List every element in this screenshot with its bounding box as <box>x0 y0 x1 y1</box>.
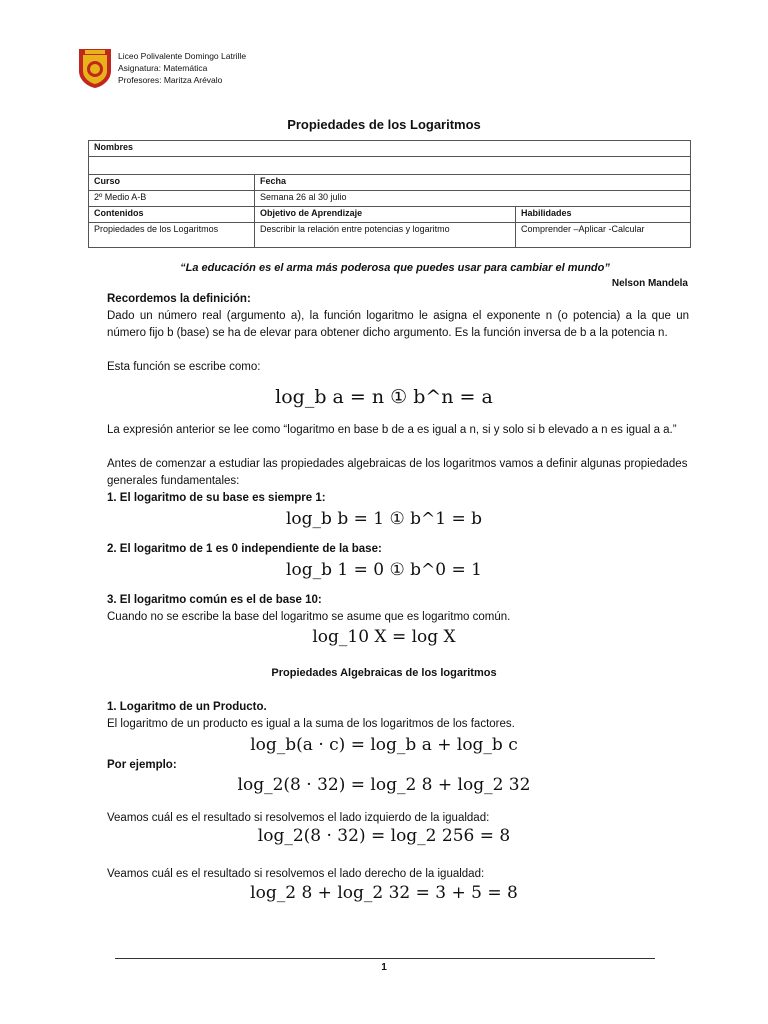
prop-1-title: 1. El logaritmo de su base es siempre 1: <box>107 492 326 504</box>
definition-heading: Recordemos la definición: <box>107 293 251 305</box>
school-name: Liceo Polivalente Domingo Latrille <box>118 51 247 61</box>
product-text: El logaritmo de un producto es igual a la suma de los logaritmos de los factores. <box>107 718 515 730</box>
left-side-text: Veamos cuál es el resultado si resolvemos el lado izquierdo de la igualdad: <box>107 812 490 824</box>
example-label: Por ejemplo: <box>107 759 177 771</box>
right-side-text: Veamos cuál es el resultado si resolvemos el lado derecho de la igualdad: <box>107 868 485 880</box>
prop-3-equation: log_10 X = log X <box>312 627 456 647</box>
student-info-table <box>88 140 691 248</box>
prop-3-title: 3. El logaritmo común es el de base 10: <box>107 594 322 606</box>
right-side-equation: log_2 8 + log_2 32 = 3 + 5 = 8 <box>250 883 518 903</box>
reading-paragraph: La expresión anterior se lee como “logaritmo en base b de a es igual a n, si y solo si b elevado a n es igual a a.” <box>107 424 677 436</box>
prop-3-text: Cuando no se escribe la base del logaritmo se asume que es logaritmo común. <box>107 611 511 623</box>
habilidades-value: Comprender –Aplicar -Calcular <box>516 223 691 248</box>
nombres-field[interactable] <box>89 157 691 175</box>
algebraic-section-title: Propiedades Algebraicas de los logaritmos <box>271 667 497 679</box>
quote: “La educación es el arma más poderosa que puedes usar para cambiar el mundo” <box>180 262 610 274</box>
teachers: Profesores: Maritza Arévalo <box>118 75 223 85</box>
prop-2-equation: log_b 1 = 0 ① b^0 = 1 <box>286 560 482 580</box>
prop-1-equation: log_b b = 1 ① b^1 = b <box>285 509 482 529</box>
nombres-label: Nombres <box>89 141 691 157</box>
product-title: 1. Logaritmo de un Producto. <box>107 701 267 713</box>
definition-equation: log_b a = n ① b^n = a <box>275 386 493 408</box>
objetivo-label: Objetivo de Aprendizaje <box>255 207 516 223</box>
habilidades-label: Habilidades <box>516 207 691 223</box>
objetivo-value: Describir la relación entre potencias y logaritmo <box>255 223 516 248</box>
quote-author: Nelson Mandela <box>611 278 688 289</box>
contenidos-value: Propiedades de los Logaritmos <box>89 223 255 248</box>
example-equation: log_2(8 · 32) = log_2 8 + log_2 32 <box>237 775 531 795</box>
page-number: 1 <box>381 962 387 973</box>
prop-2-title: 2. El logaritmo de 1 es 0 independiente de la base: <box>107 543 382 555</box>
fecha-label: Fecha <box>255 175 691 191</box>
footer-divider <box>115 958 655 959</box>
product-equation: log_b(a · c) = log_b a + log_b c <box>250 735 518 755</box>
curso-value: 2º Medio A-B <box>89 191 255 207</box>
curso-label: Curso <box>89 175 255 191</box>
contenidos-label: Contenidos <box>89 207 255 223</box>
school-logo <box>77 47 113 89</box>
page-title: Propiedades de los Logaritmos <box>287 117 481 132</box>
school-header <box>118 50 246 86</box>
definition-paragraph: Dado un número real (argumento a), la función logaritmo le asigna el exponente n (o potencia) a la que un número fijo b (base) se ha de elevar para obtener dicho argumento. Es la función inversa de b a la potencia n. <box>107 310 689 339</box>
function-written-as: Esta función se escribe como: <box>107 361 261 373</box>
left-side-equation: log_2(8 · 32) = log_2 256 = 8 <box>257 826 511 846</box>
subject: Asignatura: Matemática <box>118 63 208 73</box>
pre-properties-paragraph: Antes de comenzar a estudiar las propiedades algebraicas de los logaritmos vamos a definir algunas propiedades generales fundamentales: <box>107 458 688 487</box>
fecha-value: Semana 26 al 30 julio <box>255 191 691 207</box>
